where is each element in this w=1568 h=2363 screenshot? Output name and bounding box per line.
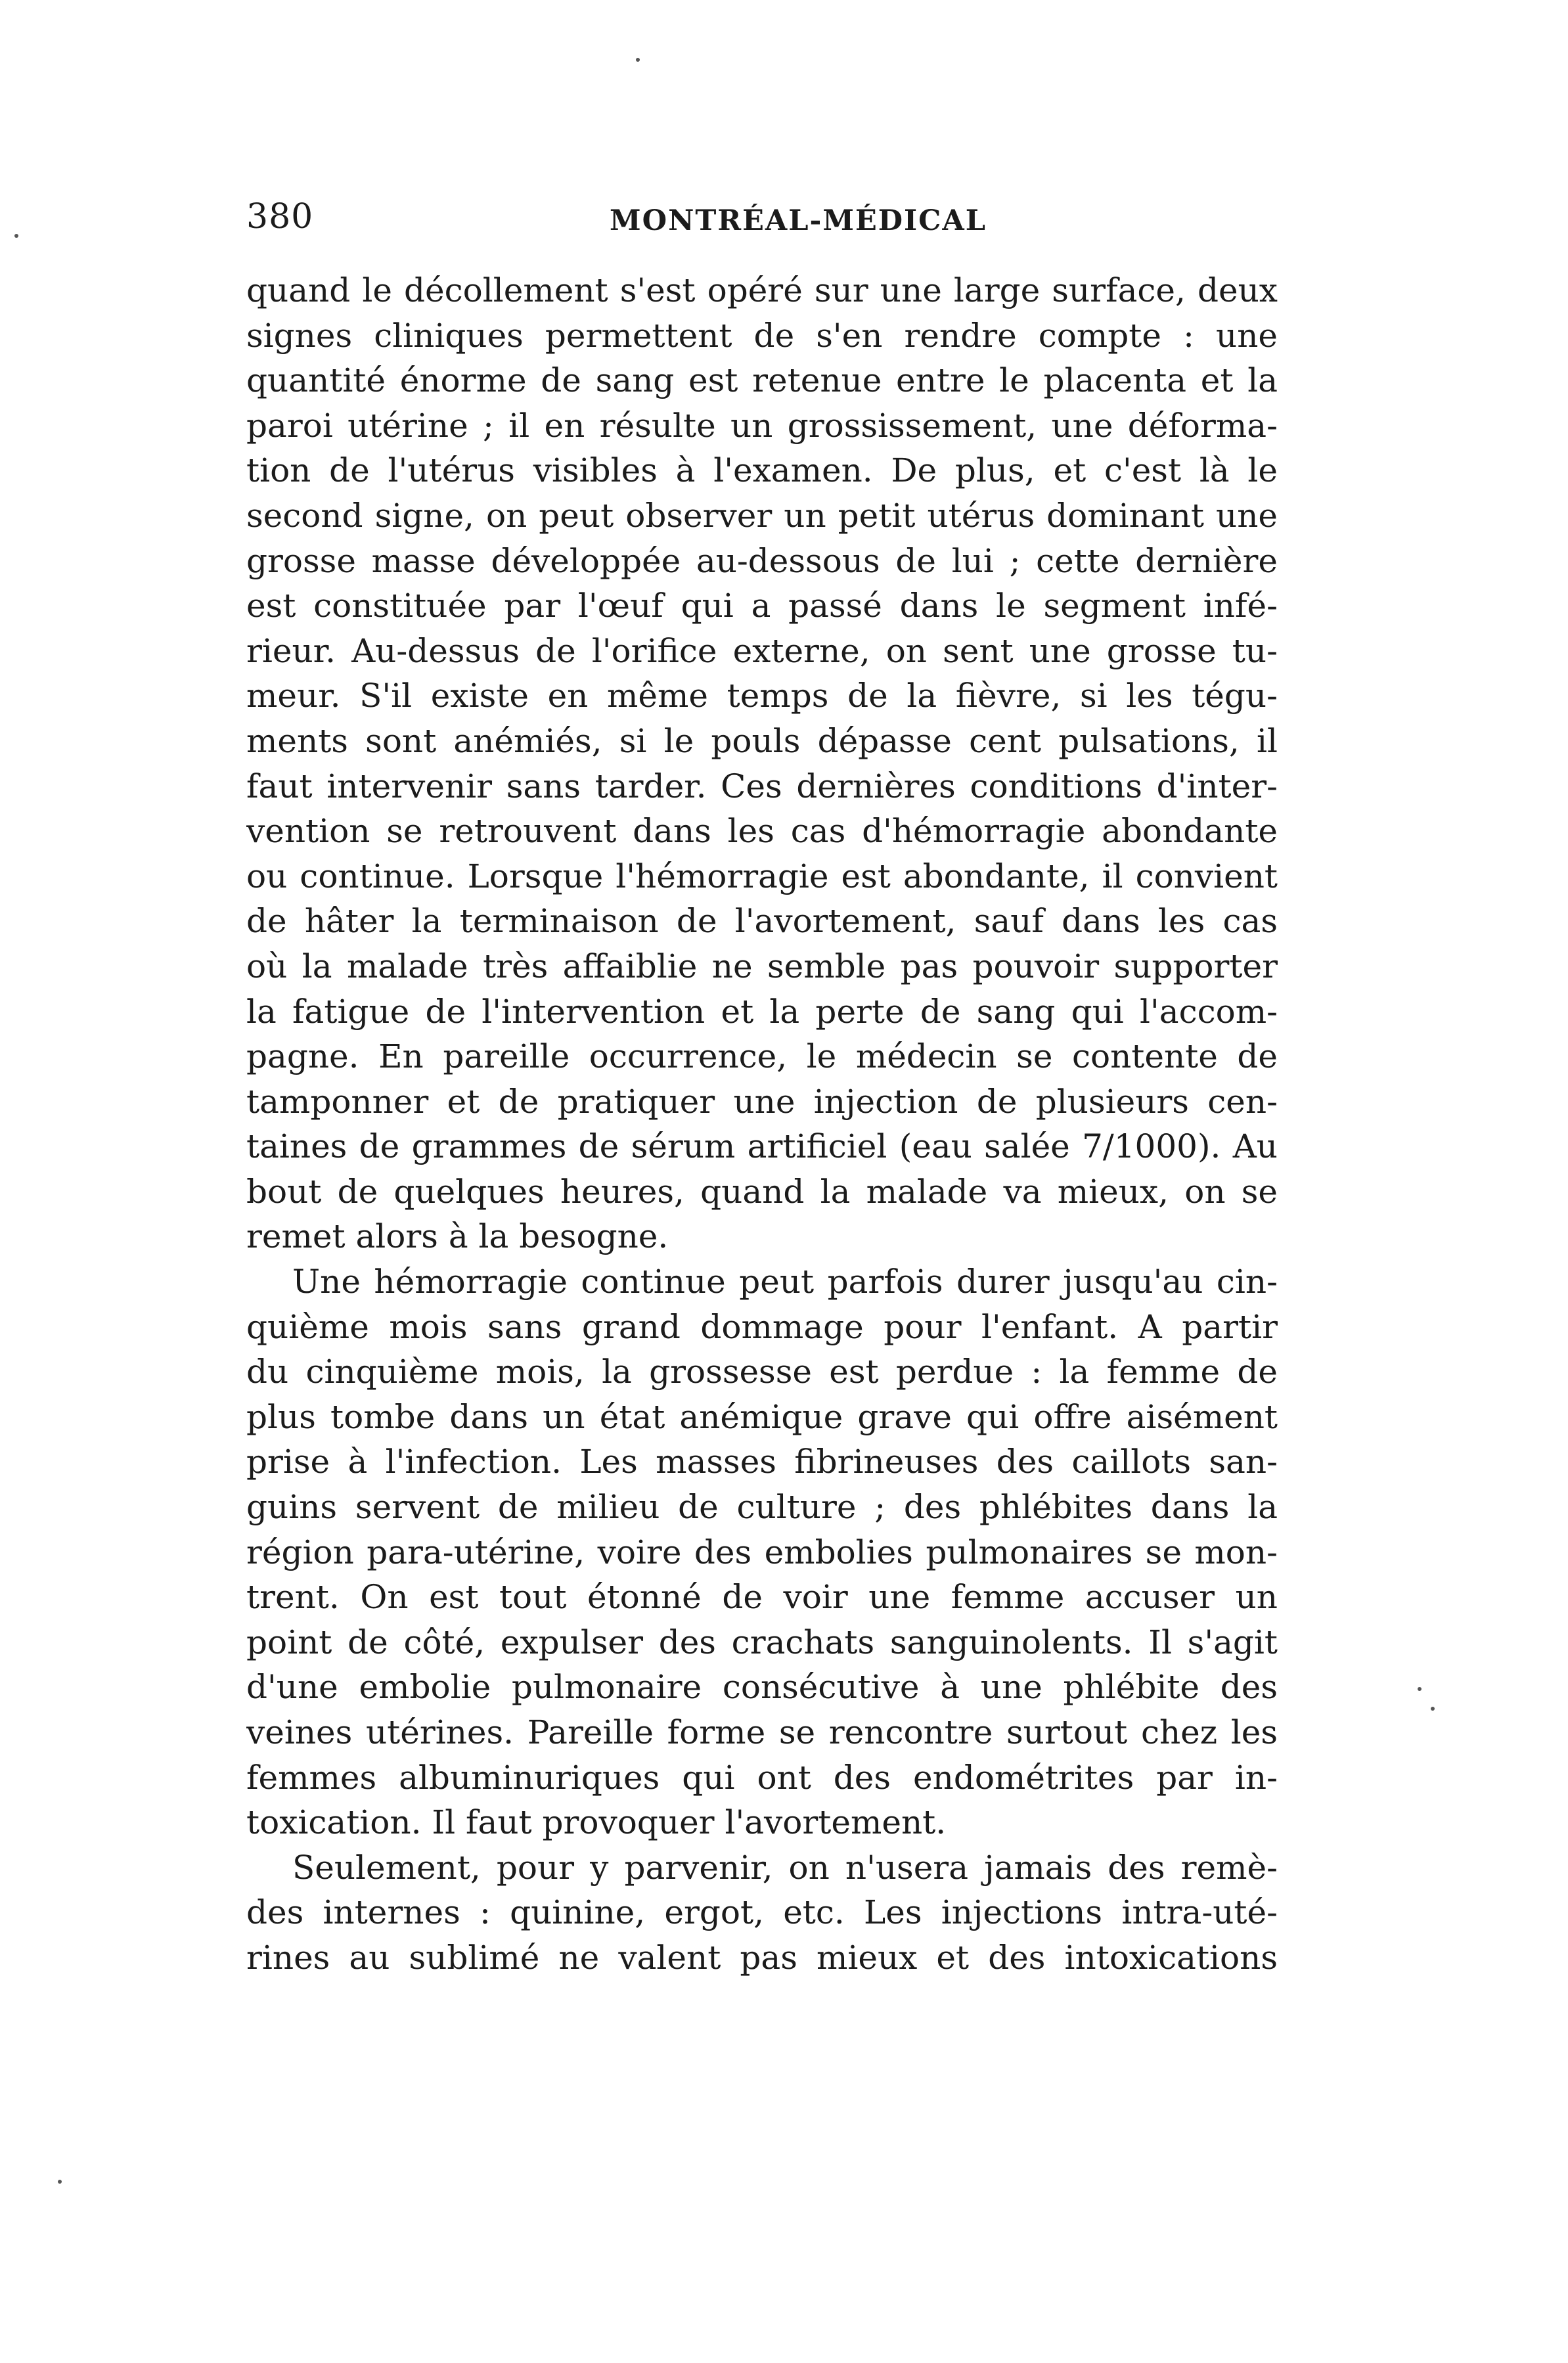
text-line: rieur. Au-dessus de l'orifice externe, on sent une grosse tu- [246, 631, 1278, 670]
text-line: où la malade très affaiblie ne semble pas pouvoir supporter [246, 947, 1278, 985]
text-line: prise à l'infection. Les masses fibrineuses des caillots san- [246, 1443, 1278, 1481]
text-line: meur. S'il existe en même temps de la fièvre, si les tégu- [246, 677, 1278, 715]
text-line: guins servent de milieu de culture ; des phlébites dans la [246, 1488, 1278, 1527]
text-line: toxication. Il faut provoquer l'avortement. [246, 1803, 947, 1842]
text-line: signes cliniques permettent de s'en rendre compte : une [246, 316, 1278, 355]
text-line: remet alors à la besogne. [246, 1217, 669, 1256]
text-line: région para-utérine, voire des embolies pulmonaires se mon- [246, 1533, 1278, 1571]
body-text [246, 268, 1278, 1981]
text-line: tion de l'utérus visibles à l'examen. De plus, et c'est là le [246, 451, 1278, 490]
scan-speck [1431, 1707, 1435, 1711]
text-line: paroi utérine ; il en résulte un grossissement, une déforma- [246, 406, 1278, 445]
text-line: vention se retrouvent dans les cas d'hémorragie abondante [246, 812, 1278, 851]
text-line: femmes albuminuriques qui ont des endométrites par in- [246, 1758, 1278, 1797]
text-line: veines utérines. Pareille forme se rencontre surtout chez les [246, 1713, 1278, 1751]
text-line: Une hémorragie continue peut parfois durer jusqu'au cin- [292, 1263, 1278, 1301]
text-line: bout de quelques heures, quand la malade va mieux, on se [246, 1172, 1278, 1211]
text-line: de hâter la terminaison de l'avortement, sauf dans les cas [246, 902, 1278, 941]
journal-title: MONTRÉAL-MÉDICAL [610, 204, 987, 237]
text-line: ments sont anémiés, si le pouls dépasse cent pulsations, il [246, 721, 1278, 760]
text-line: des internes : quinine, ergot, etc. Les injections intra-uté- [246, 1893, 1278, 1932]
text-line: grosse masse développée au-dessous de lui ; cette dernière [246, 541, 1278, 580]
text-line: point de côté, expulser des crachats sanguinolents. Il s'agit [246, 1623, 1278, 1661]
scan-speck [1418, 1687, 1422, 1691]
text-line: faut intervenir sans tarder. Ces dernières conditions d'inter- [246, 767, 1278, 805]
text-line: ou continue. Lorsque l'hémorragie est abondante, il convient [246, 857, 1278, 895]
text-line: trent. On est tout étonné de voir une femme accuser un [246, 1578, 1278, 1617]
text-line: rines au sublimé ne valent pas mieux et des intoxications [246, 1938, 1278, 1977]
running-head [246, 188, 1278, 254]
text-line: est constituée par l'œuf qui a passé dans le segment infé- [246, 587, 1278, 625]
scan-speck [636, 58, 640, 62]
text-line: quantité énorme de sang est retenue entre le placenta et la [246, 361, 1278, 400]
text-line: d'une embolie pulmonaire consécutive à une phlébite des [246, 1668, 1278, 1707]
text-line: plus tombe dans un état anémique grave qui offre aisément [246, 1397, 1278, 1436]
text-line: second signe, on peut observer un petit utérus dominant une [246, 496, 1278, 535]
text-line: quand le décollement s'est opéré sur une large surface, deux [246, 271, 1278, 309]
scan-speck [14, 234, 18, 238]
text-line: du cinquième mois, la grossesse est perdue : la femme de [246, 1353, 1278, 1391]
text-line: quième mois sans grand dommage pour l'enfant. A partir [246, 1307, 1278, 1346]
text-line: la fatigue de l'intervention et la perte de sang qui l'accom- [246, 992, 1278, 1031]
text-line: pagne. En pareille occurrence, le médecin se contente de [246, 1037, 1278, 1076]
text-line: tamponner et de pratiquer une injection de plusieurs cen- [246, 1082, 1278, 1121]
page-number: 380 [246, 197, 314, 236]
text-line: taines de grammes de sérum artificiel (eau salée 7/1000). Au [246, 1127, 1278, 1166]
scan-speck [58, 2180, 62, 2184]
text-line: Seulement, pour y parvenir, on n'usera jamais des remè- [292, 1848, 1278, 1887]
